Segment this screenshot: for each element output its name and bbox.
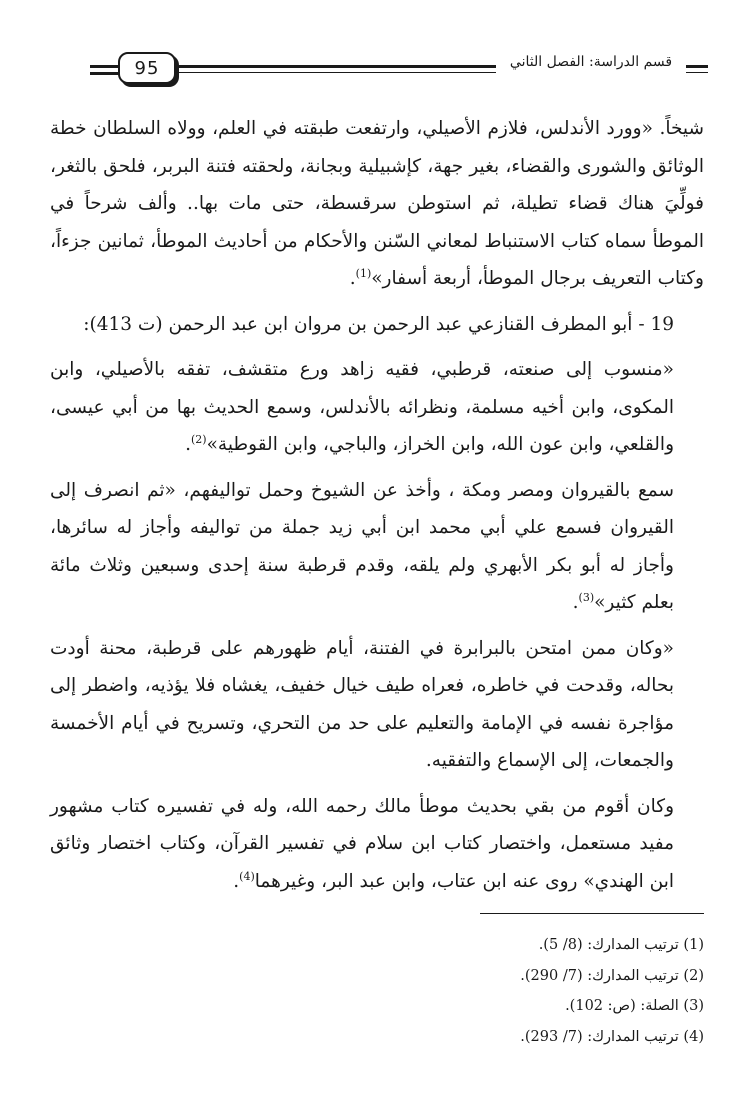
footnote-ref: (4) [239,869,255,883]
footnote-item: (3) الصلة: (ص: 102). [565,998,704,1014]
main-text [50,110,704,900]
footnotes [300,930,704,1052]
entry-heading-text: 19 - أبو المطرف القنازعي عبد الرحمن بن مروان ابن عبد الرحمن (ت 413): [83,313,674,335]
paragraph-text: «منسوب إلى صنعته، قرطبي، فقيه زاهد ورع متقشف، تفقه بالأصيلي، وابن المكوى، وابن أخيه مسلمة، ونظرائه بالأندلس، وسمع الحديث بها من أبي عيسى، والقلعي، وابن عون الله، وابن الخراز، والباجي، وابن القوطية» [50,359,674,455]
paragraph-text: وكان أقوم من بقي بحديث موطأ مالك رحمه الله، وله في تفسيره كتاب مشهور مفيد مستعمل، واختصار كتاب ابن سلام في تفسير القرآن، وكتاب اختصار وثائق ابن الهندي» روى عنه ابن عتاب، وابن عبد البر، وغيرهما [50,795,674,892]
page-header [90,52,708,92]
paragraph: وكان أقوم من بقي بحديث موطأ مالك رحمه الله، وله في تفسيره كتاب مشهور مفيد مستعمل، واختصار كتاب ابن سلام في تفسير القرآن، وكتاب اختصار وثائق ابن الهندي» روى عنه ابن عتاب، وابن عبد البر، وغيرهما$^{(4)}$. [50,795,674,892]
paragraph: سمع بالقيروان ومصر ومكة ، وأخذ عن الشيوخ وحمل تواليفهم، «ثم انصرف إلى القيروان فسمع علي أبي محمد ابن أبي زيد جملة من تواليفه وأجاز له سائرها، وأجاز له أبو بكر الأبهري ولم يلقه، وقدم قرطبة سنة إحدى وسبعين وثلاث مائة بعلم كثير»$^{(3)}$. [50,479,674,613]
paragraph-text: شيخاً. «وورد الأندلس، فلازم الأصيلي، وارتفعت طبقته في العلم، وولاه السلطان خطة الوثائق والشورى والقضاء، بغير جهة، كإشبيلية وبجانة، ولحقته فتنة البربر، فلحق بالثغر، فولِّيَ هناك قضاء تطيلة، ثم استوطن سرقسطة، حتى مات بها.. وألف شرحاً في الموطأ سماه كتاب الاستنباط لمعاني السّنن والأحكام من أحاديث الموطأ، ثمانين جزءاً، وكتاب التعريف برجال الموطأ، أربعة أسفار» [50,118,704,289]
header-rule [176,72,496,73]
paragraph [50,630,704,780]
footnote-ref: (1) [355,266,372,280]
header-rule [176,65,496,68]
footnote-item: (1) ترتيب المدارك: (8/ 5). [538,937,704,953]
running-title: قسم الدراسة: الفصل الثاني [509,54,673,70]
header-rule [686,65,708,68]
footnote-item: (4) ترتيب المدارك: (7/ 293). [520,1028,704,1045]
paragraph: شيخاً. «وورد الأندلس، فلازم الأصيلي، وارتفعت طبقته في العلم، وولاه السلطان خطة الوثائق والشورى والقضاء، بغير جهة، كإشبيلية وبجانة، ولحقته فتنة البربر، فلحق بالثغر، فولِّيَ هناك قضاء تطيلة، ثم استوطن سرقسطة، حتى مات بها.. وألف شرحاً في الموطأ سماه كتاب الاستنباط لمعاني السّنن والأحكام من أحاديث الموطأ، ثمانين جزءاً، وكتاب التعريف برجال الموطأ، أربعة أسفار»$^{(1)}$. [50,118,704,289]
paragraph: «منسوب إلى صنعته، قرطبي، فقيه زاهد ورع متقشف، تفقه بالأصيلي، وابن المكوى، وابن أخيه مسلمة، ونظرائه بالأندلس، وسمع الحديث بها من أبي عيسى، والقلعي، وابن عون الله، وابن الخراز، والباجي، وابن القوطية»$^{(2)}$. [50,359,674,455]
paragraph-text: سمع بالقيروان ومصر ومكة ، وأخذ عن الشيوخ وحمل تواليفهم، «ثم انصرف إلى القيروان فسمع علي أبي محمد ابن أبي زيد جملة من تواليفه وأجاز له سائرها، وأجاز له أبو بكر الأبهري ولم يلقه، وقدم قرطبة سنة إحدى وسبعين وثلاث مائة بعلم كثير» [50,479,674,613]
footnote-separator [480,913,704,914]
footnote-ref: (2) [191,432,207,446]
entry-heading [50,306,704,344]
header-rule [686,72,708,73]
page-number: 95 [118,52,176,84]
footnote-item: (2) ترتيب المدارك: (7/ 290). [520,967,704,984]
footnote-ref: (3) [578,590,595,604]
paragraph-text: «وكان ممن امتحن بالبرابرة في الفتنة، أيام ظهورهم على قرطبة، محنة أودت بحاله، وقدحت في خاطره، فعراه طيف خيال خفيف، يغشاه فلا يؤذيه، واضطر إلى مؤاجرة نفسه في الإمامة والتعليم على حد من التحري، وتسريح في أيام الأخمسة والجمعات، إلى الإسماع والتفقيه. [50,637,674,771]
